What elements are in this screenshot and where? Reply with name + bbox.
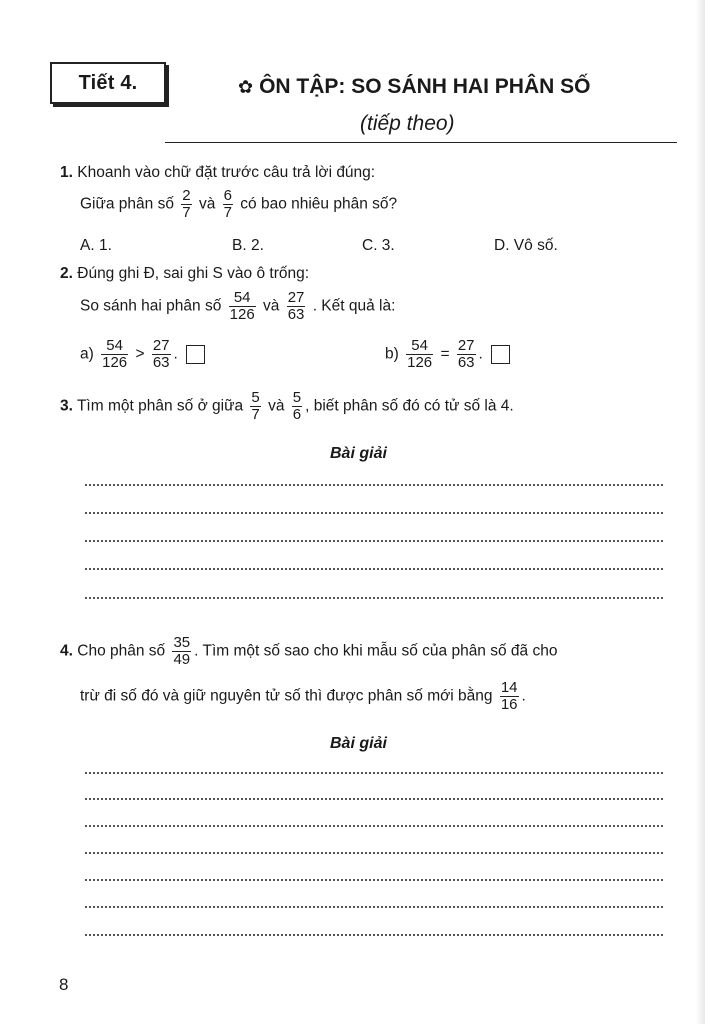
q1-option-a[interactable]: A. 1.: [80, 237, 112, 254]
q3-text-start: Tìm một phân số ở giữa: [76, 397, 244, 415]
q2-prompt: [60, 265, 309, 283]
q2-a-operator: >: [135, 345, 145, 363]
q2-item-b: [385, 338, 510, 371]
numerator: 14: [500, 679, 518, 696]
q1-fraction-2: [223, 188, 233, 221]
q2-b-answer-box[interactable]: [491, 345, 510, 364]
q2-a-answer-box[interactable]: [186, 345, 205, 364]
denominator: 49: [173, 650, 191, 668]
page-edge-shadow: [695, 0, 705, 1024]
denominator: 126: [102, 353, 128, 371]
q2-a-dot: .: [173, 345, 178, 363]
numerator: 27: [287, 289, 305, 306]
denominator: 7: [182, 203, 191, 221]
q4-answer-line-3[interactable]: [85, 825, 663, 827]
q1-text: Khoanh vào chữ đặt trước câu trả lời đúng:: [77, 164, 376, 181]
q4-prompt-line-2: [80, 680, 526, 713]
q2-b-label: b): [385, 345, 399, 363]
q1-number: 1.: [60, 164, 73, 181]
q2-line2-end: . Kết quả là:: [312, 297, 396, 315]
denominator: 63: [152, 353, 170, 371]
q1-line2-start: Giữa phân số: [80, 195, 174, 213]
q2-number: 2.: [60, 265, 73, 282]
q4-answer-line-1[interactable]: [85, 772, 663, 774]
q4-answer-line-6[interactable]: [85, 906, 663, 908]
q3-answer-line-4[interactable]: [85, 568, 663, 570]
q4-answer-line-5[interactable]: [85, 879, 663, 881]
lesson-label: [50, 62, 166, 104]
denominator: 126: [229, 305, 255, 323]
denominator: 16: [500, 695, 518, 713]
q1-option-d[interactable]: D. Vô số.: [494, 237, 558, 254]
q4-answer-line-4[interactable]: [85, 852, 663, 854]
q1-fraction-1: [181, 188, 191, 221]
q1-prompt: [60, 164, 375, 182]
q2-b-fraction-1: [406, 338, 433, 371]
numerator: 5: [292, 389, 302, 406]
denominator: 7: [223, 203, 232, 221]
q2-item-a: [80, 338, 205, 371]
page-title: [238, 75, 590, 99]
page-subtitle: (tiếp theo): [360, 112, 455, 135]
q1-and: và: [198, 195, 216, 213]
q2-a-label: a): [80, 345, 94, 363]
denominator: 63: [457, 353, 475, 371]
q2-a-fraction-1: [101, 338, 128, 371]
q3-text-end: , biết phân số đó có tử số là 4.: [305, 397, 514, 415]
q2-line2-start: So sánh hai phân số: [80, 297, 222, 315]
denominator: 126: [407, 353, 433, 371]
q2-a-fraction-2: [152, 338, 171, 371]
q4-text-start: Cho phân số: [77, 642, 166, 660]
q3-solution-heading: Bài giải: [330, 445, 387, 462]
numerator: 6: [223, 187, 232, 204]
flower-icon: ✿: [238, 77, 254, 97]
q3-answer-line-2[interactable]: [85, 512, 663, 514]
q1-option-c[interactable]: C. 3.: [362, 237, 395, 254]
q4-line2-text: trừ đi số đó và giữ nguyên tử số thì được phân số mới bằng: [80, 687, 493, 705]
q2-fraction-2: [287, 290, 306, 323]
numerator: 35: [173, 634, 191, 651]
q1-option-b[interactable]: B. 2.: [232, 237, 264, 254]
denominator: 6: [292, 405, 302, 423]
q2-b-fraction-2: [457, 338, 476, 371]
q2-b-operator: =: [440, 345, 450, 363]
lesson-text: Tiết 4.: [78, 71, 138, 94]
q2-fraction-1: [229, 290, 256, 323]
numerator: 27: [152, 337, 170, 354]
q4-answer-line-2[interactable]: [85, 798, 663, 800]
q3-and: và: [268, 397, 285, 415]
numerator: 54: [229, 290, 256, 307]
q4-prompt: [60, 635, 557, 668]
q4-line2-end: .: [521, 687, 526, 705]
q2-b-dot: .: [478, 345, 483, 363]
q3-number: 3.: [60, 397, 73, 415]
q1-question: [80, 188, 397, 221]
q4-number: 4.: [60, 642, 73, 660]
q3-answer-line-1[interactable]: [85, 484, 663, 486]
numerator: 27: [457, 337, 475, 354]
q3-answer-line-5[interactable]: [85, 597, 663, 599]
page-number: 8: [59, 975, 69, 994]
q4-text-end: . Tìm một số sao cho khi mẫu số của phân số đã cho: [194, 642, 558, 660]
q4-answer-line-7[interactable]: [85, 934, 663, 936]
numerator: 54: [406, 338, 433, 355]
q3-fraction-1: [250, 390, 260, 423]
title-text: ÔN TẬP: SO SÁNH HAI PHÂN SỐ: [259, 75, 591, 98]
q2-and: và: [263, 297, 280, 315]
numerator: 2: [182, 187, 191, 204]
q4-fraction-1: [172, 635, 191, 668]
q2-question: [80, 290, 395, 323]
denominator: 7: [251, 405, 260, 423]
numerator: 54: [101, 338, 128, 355]
q3-fraction-2: [292, 390, 302, 423]
q4-fraction-2: [500, 680, 519, 713]
denominator: 63: [287, 305, 305, 323]
title-underline: [165, 142, 677, 143]
q3-prompt: [60, 390, 514, 423]
q3-answer-line-3[interactable]: [85, 540, 663, 542]
numerator: 5: [251, 389, 260, 406]
q2-text: Đúng ghi Đ, sai ghi S vào ô trống:: [77, 265, 310, 282]
q4-solution-heading: Bài giải: [330, 735, 387, 752]
q1-line2-end: có bao nhiêu phân số?: [240, 195, 398, 213]
